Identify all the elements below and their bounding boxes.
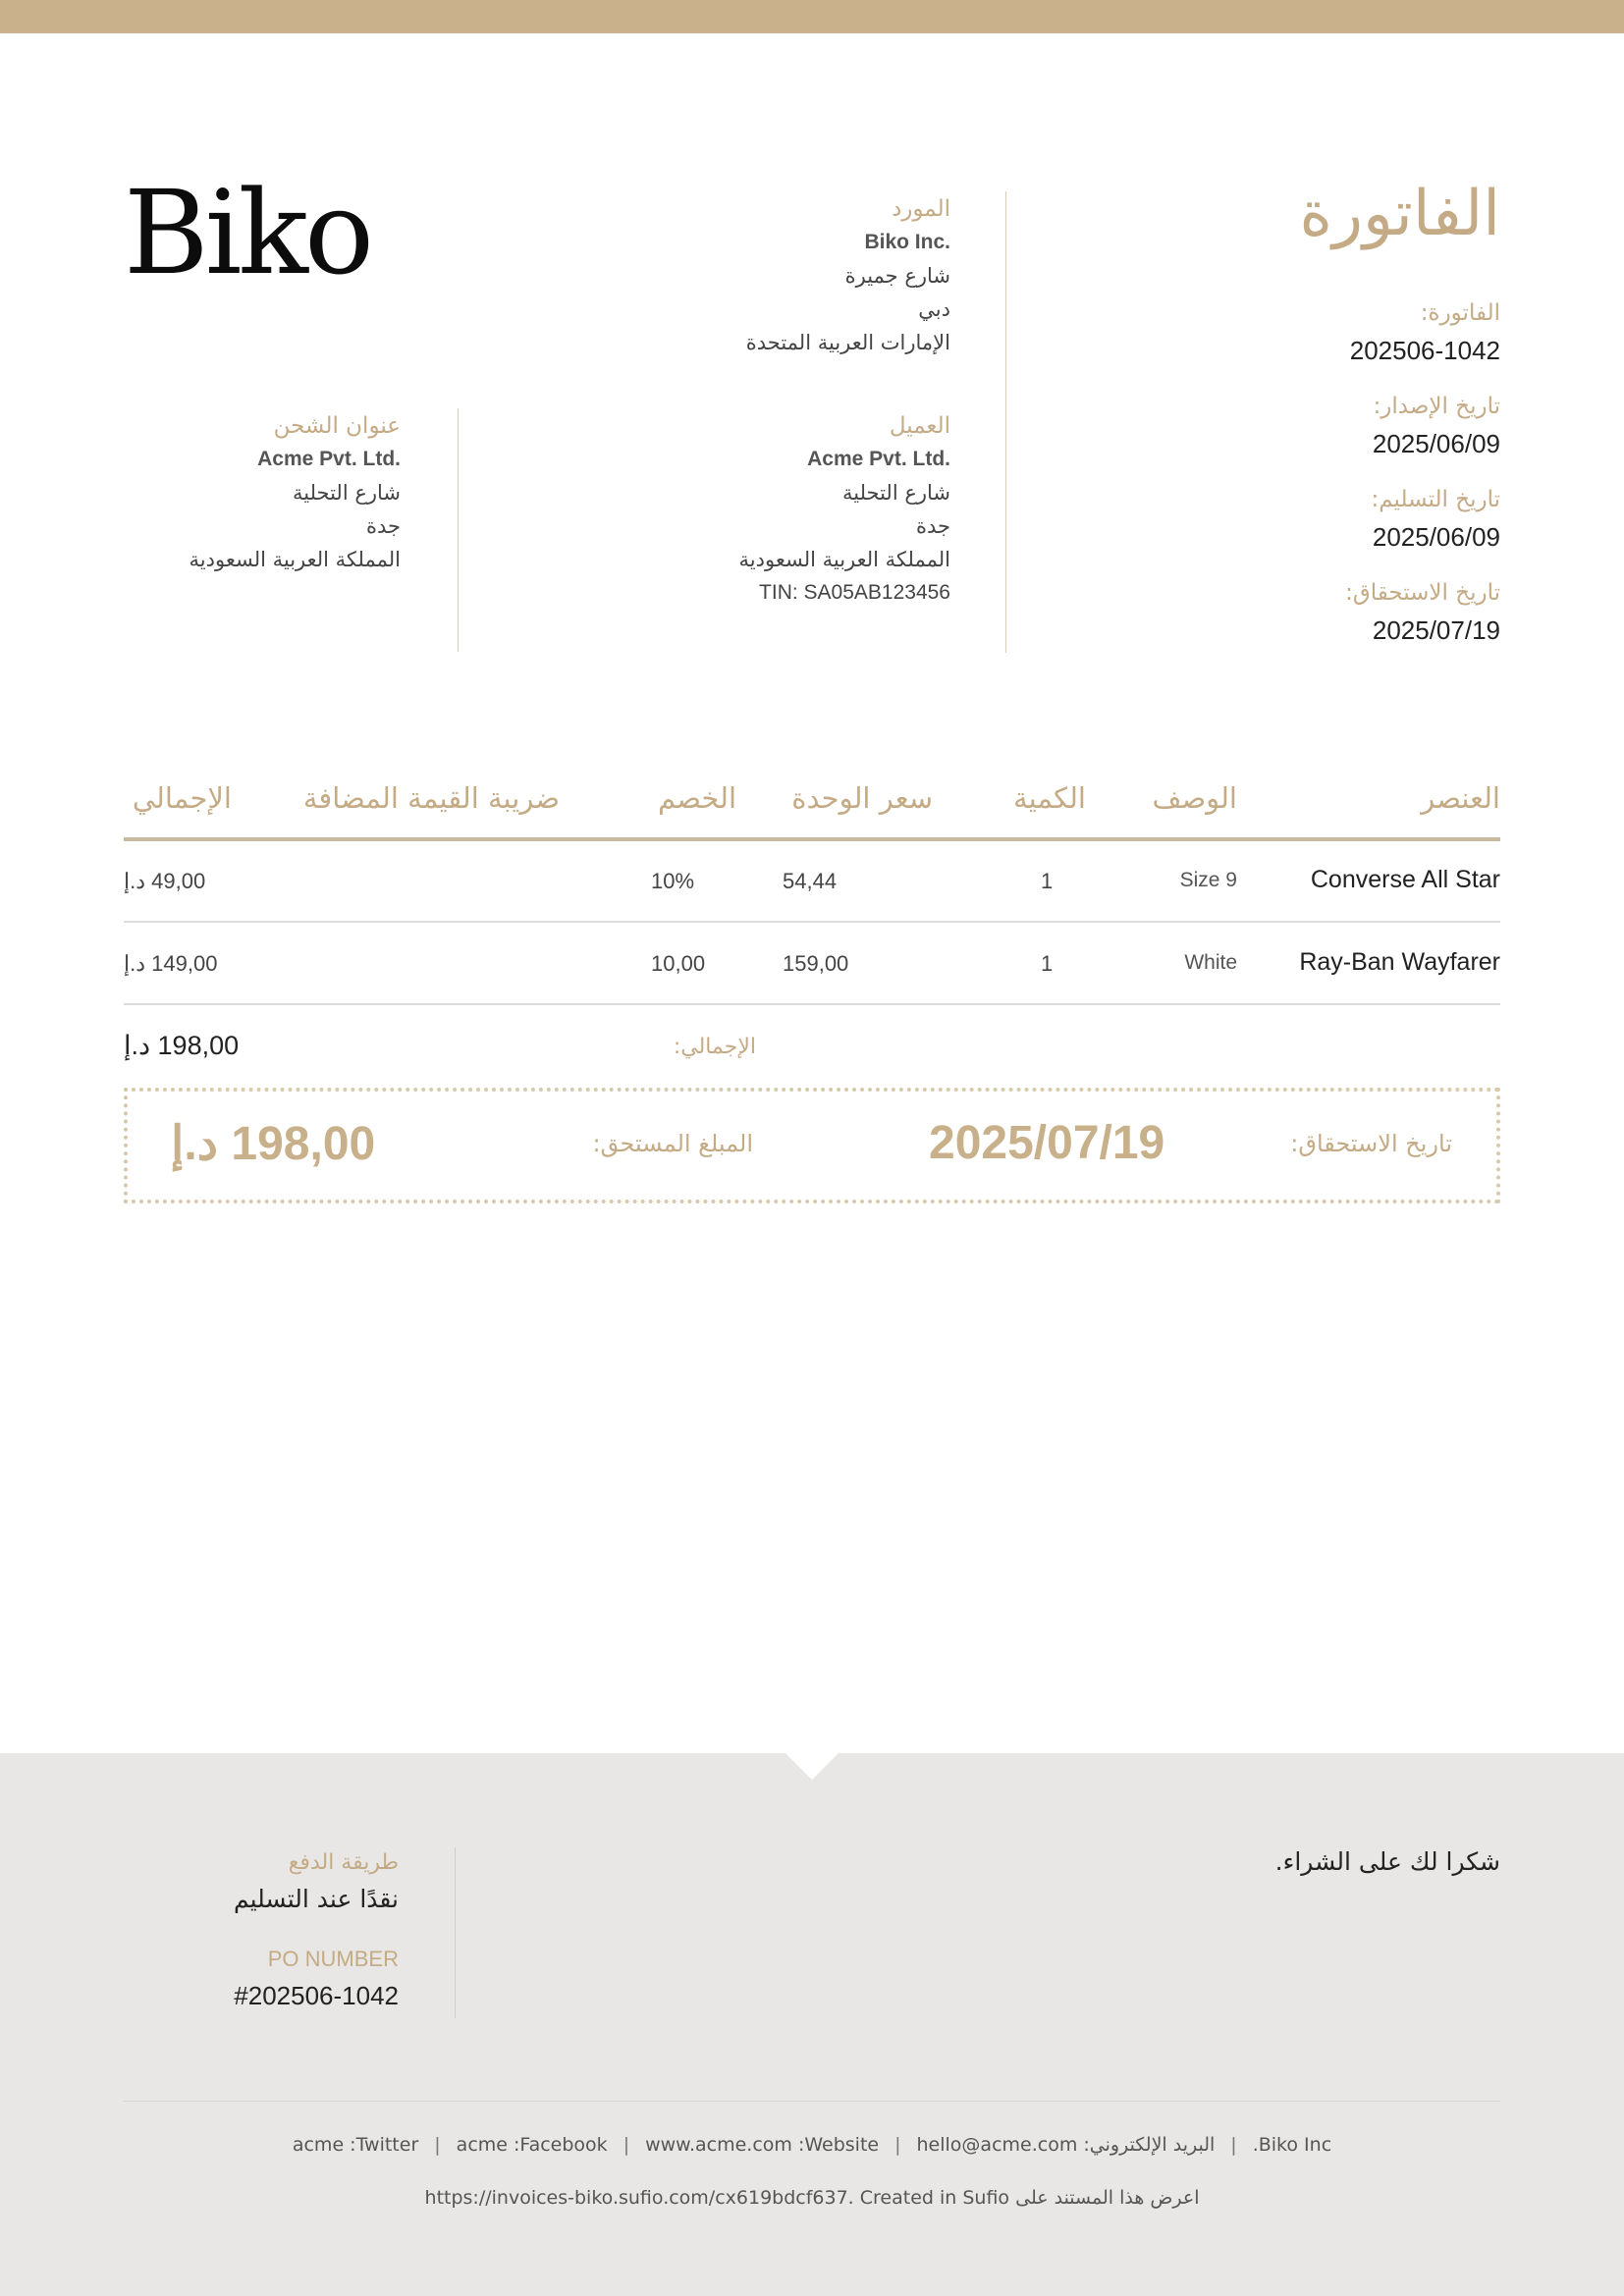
- row2-unit-price: 159,00: [783, 951, 849, 976]
- col-header-description: الوصف: [1152, 781, 1237, 815]
- customer-name: .Acme Pvt. Ltd: [807, 448, 950, 470]
- address-divider: [458, 408, 459, 652]
- customer-country: المملكة العربية السعودية: [738, 548, 950, 571]
- customer-tin: TIN: SA05AB123456: [759, 581, 950, 604]
- po-number-label: PO NUMBER: [267, 1947, 399, 1971]
- customer-city: جدة: [915, 514, 950, 538]
- footer-notch: [785, 1753, 839, 1780]
- customer-label: العميل: [889, 413, 950, 439]
- row2-total: 149,00 د.إ: [124, 951, 218, 976]
- supplier-country: الإمارات العربية المتحدة: [745, 331, 950, 354]
- customer-block: [538, 409, 950, 610]
- invoice-number: 202506-1042: [1349, 336, 1500, 365]
- separator: |: [894, 2134, 901, 2156]
- row1-unit-price: 54,44: [783, 869, 838, 893]
- shipping-country: المملكة العربية السعودية: [189, 548, 401, 571]
- col-header-item: العنصر: [1421, 781, 1500, 815]
- footer: [0, 1753, 1624, 2296]
- supplier-block: [538, 192, 950, 359]
- due-box-date: 2025/07/19: [929, 1117, 1165, 1169]
- separator: |: [623, 2134, 630, 2156]
- due-box-amount: 198,00 د.إ: [171, 1118, 376, 1170]
- contact-facebook[interactable]: acme :Facebook: [456, 2134, 608, 2156]
- contact-company: .Biko Inc: [1252, 2134, 1332, 2156]
- contact-website[interactable]: www.acme.com :Website: [645, 2134, 880, 2156]
- delivery-date: 2025/06/09: [1372, 522, 1500, 552]
- view-document-link[interactable]: اعرض هذا المستند على https://invoices-biko.sufio.com/cx619bdcf637. Created in Sufio: [424, 2187, 1200, 2209]
- row-divider: [124, 1003, 1500, 1005]
- separator: |: [1230, 2134, 1237, 2156]
- invoice-number-label: الفاتورة:: [1420, 300, 1500, 326]
- row1-description: Size 9: [1179, 869, 1237, 891]
- payment-method-label: طريقة الدفع: [288, 1850, 399, 1875]
- invoice-title: الفاتورة: [1299, 178, 1500, 250]
- due-date: 2025/07/19: [1372, 615, 1500, 645]
- contact-email[interactable]: البريد الإلكتروني: hello@acme.com: [916, 2134, 1216, 2156]
- separator: |: [434, 2134, 441, 2156]
- due-box-amount-label: المبلغ المستحق:: [592, 1130, 753, 1157]
- col-header-total: الإجمالي: [132, 781, 232, 815]
- meta-divider: [1005, 191, 1006, 653]
- col-header-vat: ضريبة القيمة المضافة: [302, 781, 560, 815]
- shipping-name: .Acme Pvt. Ltd: [257, 448, 401, 470]
- row1-total: 49,00 د.إ: [124, 869, 206, 893]
- contact-twitter[interactable]: acme :Twitter: [292, 2134, 419, 2156]
- row1-discount: 10%: [651, 869, 695, 893]
- col-header-unit-price: سعر الوحدة: [791, 781, 933, 815]
- row-divider: [124, 921, 1500, 923]
- company-logo: Biko: [124, 165, 370, 300]
- contact-links: [0, 2134, 1624, 2156]
- supplier-label: المورد: [892, 196, 950, 222]
- shipping-street: شارع التحلية: [292, 481, 401, 505]
- supplier-city: دبي: [918, 297, 950, 321]
- shipping-label: عنوان الشحن: [273, 413, 401, 439]
- payment-method: نقدًا عند التسليم: [233, 1885, 399, 1913]
- issue-date-label: تاريخ الإصدار:: [1373, 394, 1500, 419]
- row2-description: White: [1184, 951, 1237, 974]
- row2-item: Ray-Ban Wayfarer: [1299, 948, 1500, 976]
- total-value: 198,00 د.إ: [124, 1031, 240, 1060]
- thank-you-message: شكرا لك على الشراء.: [1274, 1847, 1500, 1876]
- footer-rule: [124, 2101, 1500, 2102]
- row2-quantity: 1: [1041, 951, 1054, 976]
- col-header-discount: الخصم: [657, 781, 736, 815]
- total-label: الإجمالي:: [673, 1035, 756, 1059]
- shipping-city: جدة: [365, 514, 401, 538]
- row1-item: Converse All Star: [1310, 866, 1500, 893]
- table-header-rule: [124, 837, 1500, 841]
- supplier-street: شارع جميرة: [844, 264, 950, 288]
- row2-discount: 10,00: [651, 951, 706, 976]
- top-accent-bar: [0, 0, 1624, 33]
- delivery-date-label: تاريخ التسليم:: [1371, 487, 1500, 512]
- col-header-quantity: الكمية: [1013, 781, 1086, 815]
- po-number: #202506-1042: [234, 1981, 399, 2010]
- customer-street: شارع التحلية: [841, 481, 950, 505]
- row1-quantity: 1: [1041, 869, 1054, 893]
- due-date-label: تاريخ الاستحقاق:: [1345, 580, 1500, 606]
- issue-date: 2025/06/09: [1372, 429, 1500, 458]
- supplier-name: .Biko Inc: [864, 231, 950, 253]
- footer-divider: [455, 1847, 456, 2018]
- shipping-block: [0, 409, 401, 576]
- due-box-date-label: تاريخ الاستحقاق:: [1290, 1130, 1452, 1157]
